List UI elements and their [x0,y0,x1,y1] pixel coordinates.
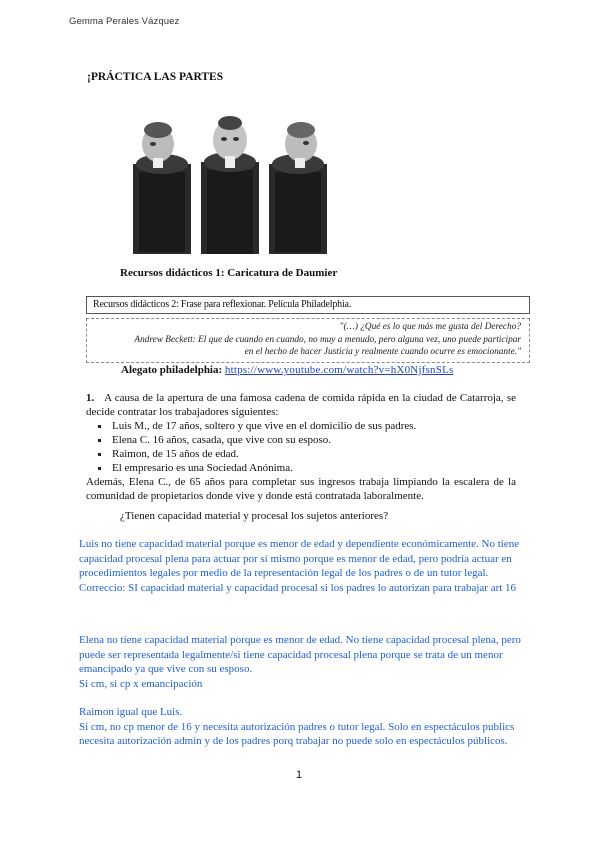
quote-line-1: "(…) ¿Qué es lo que más me gusta del Derecho? [339,322,521,332]
quote-line-3: en el hecho de hacer Justicia y realmente cuando ocurre es emocionante." [244,347,521,357]
quote-line-2: Andrew Beckett: El que de cuando en cuando, no muy a menudo, pero alguna vez, uno puede participar [134,334,521,345]
answer-elena-block [79,633,529,691]
alegato-label: Alegato philadelphia: [121,364,223,376]
alegato-youtube-link[interactable]: https://www.youtube.com/watch?v=hX0NjfsnSLs [224,364,454,376]
answer-luis-block [79,537,529,595]
list-item: Luis M., de 17 años, soltero y que vive en el domicilio de sus padres. [96,419,516,433]
exercise-intro [86,391,516,419]
alegato-line [121,364,453,376]
judge-right [269,122,327,254]
daumier-caricature-image [125,112,335,256]
page-number: 1 [296,769,303,781]
resource-2-caption: Recursos didácticos 2: Frase para reflexionar. Película Philadelphia. [93,299,352,310]
answer-luis-correction: Correccio: SI capacidad material y capacidad procesal si los padres lo autorizan para trabajar art 16 [79,581,517,594]
answer-elena-note: Si cm, si cp x emancipación [79,677,203,690]
exercise-question: ¿Tienen capacidad material y procesal los sujetos anteriores? [120,510,389,522]
exercise-number: 1. [86,392,95,404]
answer-luis: Luis no tiene capacidad material porque es menor de edad y dependiente económicamente. No tiene capacidad procesal plena para actuar por sí mismo porque es menor de edad, pero podría actuar en procedimientos legales por medio de la representación legal de los padres o de un tutor legal. [79,538,520,580]
worker-list [86,419,516,475]
page-title: ¡PRÁCTICA LAS PARTES [87,71,224,83]
list-item: Elena C. 16 años, casada, que vive con su esposo. [96,433,516,447]
answer-raimon: Raimon igual que Luis. [79,706,183,718]
judge-center [201,116,259,254]
list-item: Raimon, de 15 años de edad. [96,447,516,461]
exercise-intro-text: A causa de la apertura de una famosa cadena de comida rápida en la ciudad de Catarroja, se decide contratar los trabajadores siguientes: [86,392,517,418]
list-item: El empresario es una Sociedad Anónima. [96,461,516,475]
exercise-extra: Además, Elena C., de 65 años para completar sus ingresos trabaja limpiando la escalera de la comunidad de propietarios donde vive y donde está contratada laboralmente. [86,476,516,502]
answer-raimon-note: Si cm, no cp menor de 16 y necesita autorización padres o tutor legal. Solo en espectáculos publics necesita autorización admin y de los padres porq trabajar no puede solo en espectáculos públicos. [79,720,515,748]
exercise-1 [86,391,516,503]
philadelphia-quote-box [86,318,530,363]
page-header-author: Gemma Perales Vázquez [69,16,180,27]
judge-left [133,122,191,254]
answer-raimon-block [79,705,529,749]
resource-2-box [86,296,530,314]
answer-elena: Elena no tiene capacidad material porque es menor de edad. No tiene capacidad procesal plena, pero puede ser representada legalmente/si tiene capacidad procesal plena porque se trata de un menor emancipado ya que vive con su esposo. [79,634,521,676]
resource-1-caption: Recursos didácticos 1: Caricatura de Daumier [120,267,338,279]
